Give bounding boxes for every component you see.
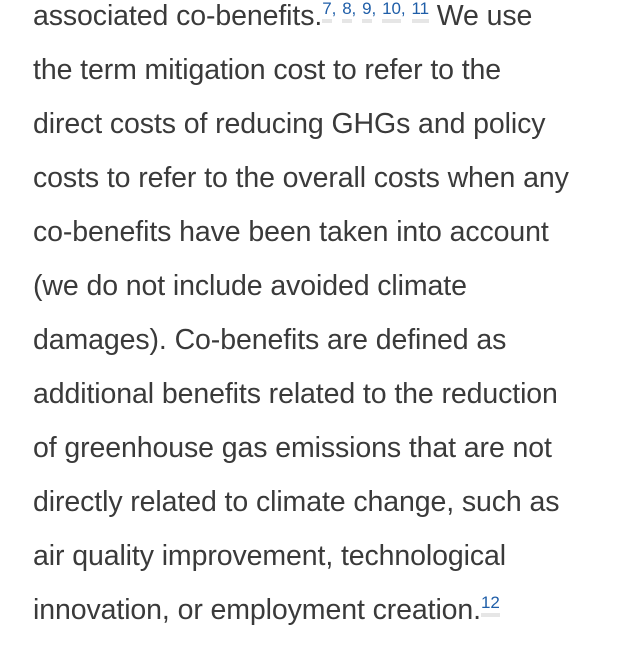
ref-separator: , [351,0,357,18]
text-line-9: of greenhouse gas emissions that are not [33,432,552,464]
line-1-text: associated co-benefits. [33,0,323,32]
text-line-8: additional benefits related to the reduction [33,378,558,410]
text-line-11: air quality improvement, technological [33,540,507,572]
ref-separator: , [400,0,406,18]
footnote-refs [322,0,429,18]
text-line-6: (we do not include avoided climate [33,270,467,302]
last-line-text: innovation, or employment creation. [33,594,481,626]
text-line-4: costs to refer to the overall costs when any [33,162,569,194]
text-line-5: co-benefits have been taken into account [33,216,549,248]
footnote-ref-11[interactable]: 11 [412,0,429,23]
footnote-ref-8[interactable]: 8 [342,0,351,23]
article-paragraph [33,0,633,637]
text-line-3: direct costs of reducing GHGs and policy [33,108,546,140]
text-line-12 [33,583,633,637]
footnote-ref-7[interactable]: 7 [322,0,331,23]
text-line-2: the term mitigation cost to refer to the [33,54,502,86]
ref-separator: , [371,0,377,18]
footnote-ref-12[interactable]: 12 [481,593,500,617]
line-1-tail: We use [428,0,533,32]
footnote-refs [481,593,500,617]
ref-separator: , [331,0,337,18]
footnote-ref-9[interactable]: 9 [362,0,371,23]
footnote-ref-10[interactable]: 10 [382,0,401,23]
text-line-1 [33,0,633,43]
text-line-7: damages). Co-benefits are defined as [33,324,507,356]
text-line-10: directly related to climate change, such as [33,486,560,518]
